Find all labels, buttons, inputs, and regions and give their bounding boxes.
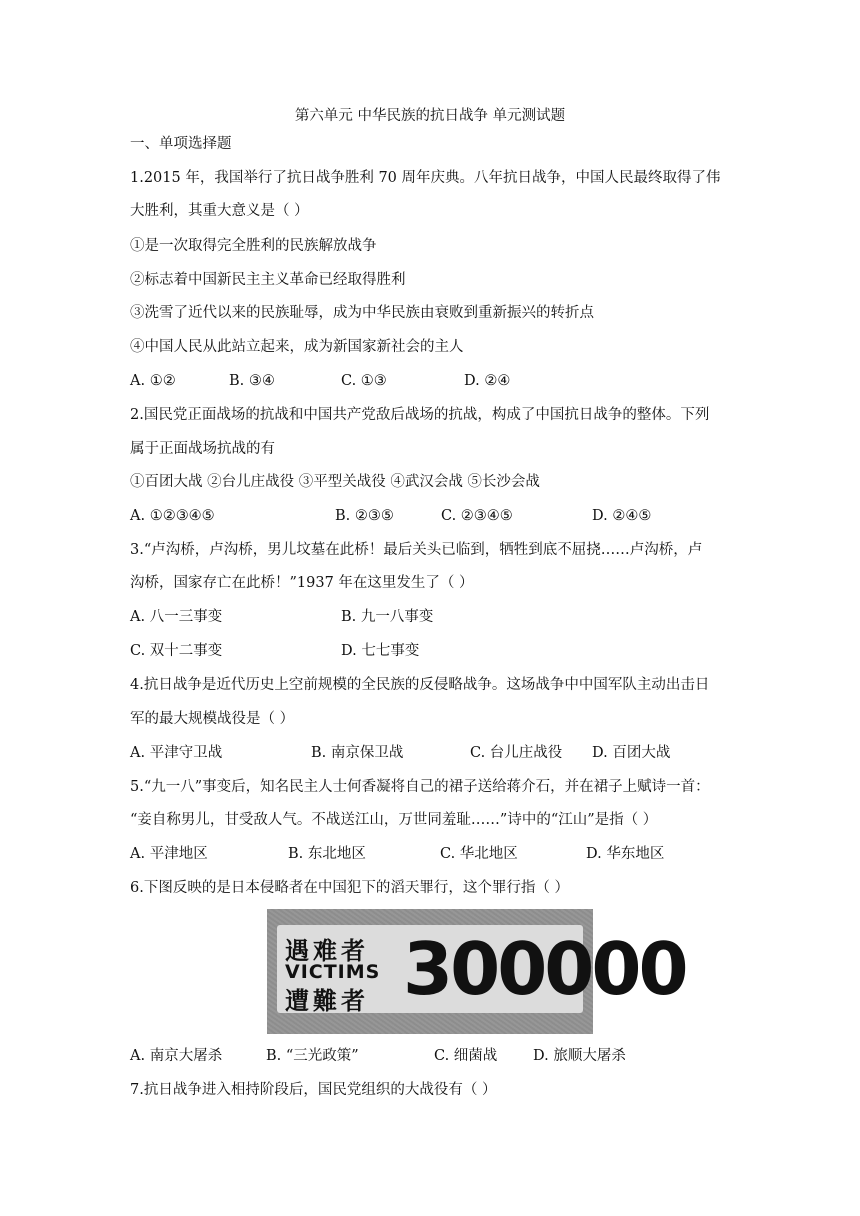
q2-option-a: A. ①②③④⑤ [130,508,215,524]
q1-item-1: ①是一次取得完全胜利的民族解放战争 [130,238,377,254]
q1-item-2: ②标志着中国新民主主义革命已经取得胜利 [130,272,406,288]
victims-plaque [277,925,686,1015]
q1-item-4: ④中国人民从此站立起来，成为新国家新社会的主人 [130,339,464,355]
q5-stem-line1: 5.“九一八”事变后，知名民主人士何香凝将自己的裙子送给蒋介石，并在裙子上赋诗一首： [130,779,710,795]
q2-stem-line2: 属于正面战场抗战的有 [130,441,275,457]
q5-stem-line2: “妾自称男儿，甘受敌人气。不战送江山，万世同羞耻……”诗中的“江山”是指（ ） [130,812,658,828]
q3-option-b: B. 九一八事变 [341,609,434,625]
q1-stem-line1: 1.2015 年，我国举行了抗日战争胜利 70 周年庆典。八年抗日战争，中国人民最终取得了伟 [130,170,721,186]
q1-stem-line2: 大胜利，其重大意义是（ ） [130,203,309,219]
q4-stem-line2: 军的最大规模战役是（ ） [130,711,295,727]
plaque-number: 300000 [403,927,686,1011]
q5-option-a: A. 平津地区 [130,846,208,862]
q7-stem: 7.抗日战争进入相持阶段后，国民党组织的大战役有（ ） [130,1082,497,1098]
memorial-wall-photo [267,909,686,1034]
q4-option-c: C. 台儿庄战役 [470,745,563,761]
q3-option-c: C. 双十二事变 [130,643,223,659]
q6-option-a: A. 南京大屠杀 [130,1048,223,1064]
q6-stem: 6.下图反映的是日本侵略者在中国犯下的滔天罪行，这个罪行指（ ） [130,880,569,896]
plaque-label-simplified: 遇难者 [285,937,369,965]
q3-stem-line1: 3.“卢沟桥，卢沟桥，男儿坟墓在此桥！最后关头已临到，牺牲到底不屈挠……卢沟桥，卢 [130,542,703,558]
plaque-label-traditional: 遭難者 [285,987,369,1015]
q6-option-b: B. “三光政策” [266,1048,359,1064]
q2-option-b: B. ②③⑤ [335,508,394,524]
q4-option-b: B. 南京保卫战 [311,745,404,761]
q1-option-b: B. ③④ [229,373,275,389]
q5-option-d: D. 华东地区 [586,846,665,862]
page-title: 第六单元 中华民族的抗日战争 单元测试题 [294,108,566,124]
section-heading: 一、单项选择题 [130,136,232,152]
q4-option-a: A. 平津守卫战 [130,745,223,761]
q2-stem-line1: 2.国民党正面战场的抗战和中国共产党敌后战场的抗战，构成了中国抗日战争的整体。下列 [130,407,710,423]
q6-option-c: C. 细菌战 [434,1048,498,1064]
plaque-label-english: VICTIMS [285,961,381,983]
q3-option-a: A. 八一三事变 [130,609,223,625]
q1-item-3: ③洗雪了近代以来的民族耻辱，成为中华民族由衰败到重新振兴的转折点 [130,305,594,321]
q3-option-d: D. 七七事变 [341,643,420,659]
q3-stem-line2: 沟桥，国家存亡在此桥！”1937 年在这里发生了（ ） [130,575,474,591]
q1-option-d: D. ②④ [464,373,511,389]
q2-option-d: D. ②④⑤ [592,508,652,524]
q1-option-c: C. ①③ [341,373,387,389]
q4-option-d: D. 百团大战 [592,745,671,761]
q4-stem-line1: 4.抗日战争是近代历史上空前规模的全民族的反侵略战争。这场战争中中国军队主动出击日 [130,677,710,693]
q5-option-b: B. 东北地区 [288,846,366,862]
q2-option-c: C. ②③④⑤ [441,508,513,524]
q1-option-a: A. ①② [130,373,176,389]
q5-option-c: C. 华北地区 [440,846,518,862]
q6-option-d: D. 旅顺大屠杀 [533,1048,626,1064]
q2-items: ①百团大战 ②台儿庄战役 ③平型关战役 ④武汉会战 ⑤长沙会战 [130,474,540,490]
